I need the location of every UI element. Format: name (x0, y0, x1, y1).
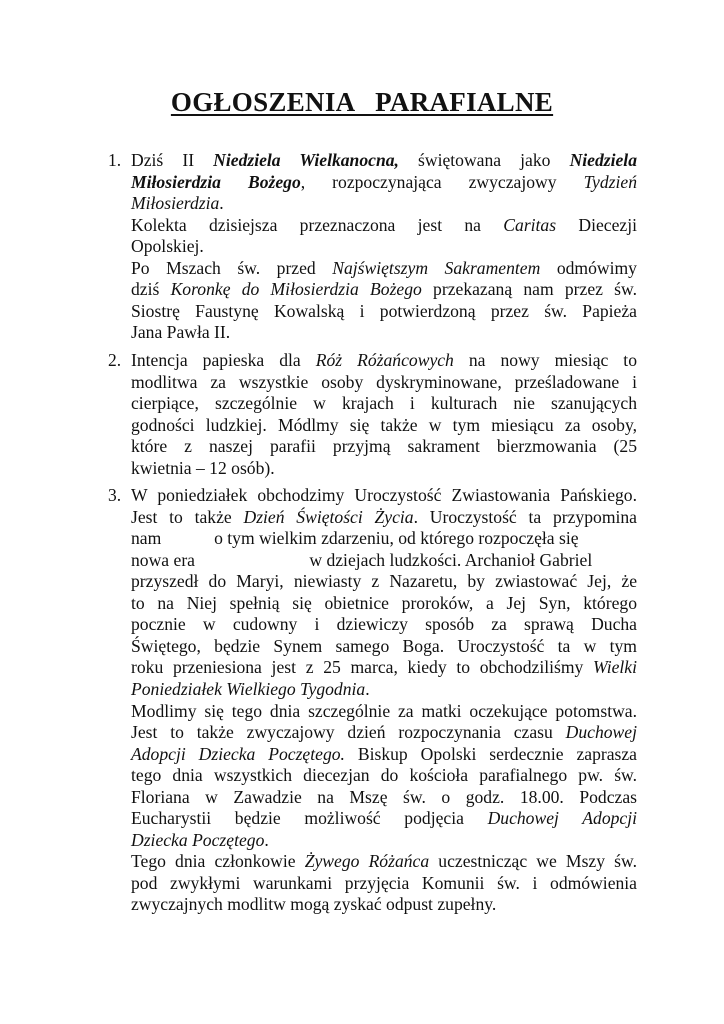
text-run: nam o tym wielkim zdarzeniu, od którego rozpoczęła się (131, 528, 579, 549)
text-line (131, 322, 637, 344)
text-line (131, 787, 637, 809)
text-line (131, 593, 637, 615)
text-run: . (219, 193, 224, 214)
text-line (131, 393, 637, 415)
text-run: Jest to także zwyczajowy dzień rozpoczynania czasu (131, 722, 566, 743)
text-run: które z naszej parafii przyjmą sakrament bierzmowania (25 (131, 436, 637, 457)
text-run: . (264, 829, 269, 850)
emphasized-text: Koronkę do Miłosierdzia Bożego (170, 279, 422, 300)
text-run: Siostrę Faustynę Kowalską i potwierdzoną przez św. Papieża (131, 300, 637, 321)
text-run: cierpiące, szczególnie w krajach i kulturach nie szanujących (131, 393, 637, 414)
emphasized-text: Niedziela (569, 150, 637, 170)
text-run: Opolskiej. (131, 236, 204, 257)
text-run: świętowana jako (398, 150, 570, 170)
text-line (131, 851, 637, 873)
text-run: pod zwykłymi warunkami przyjęcia Komunii św. i odmówienia (131, 872, 637, 893)
text-line (131, 894, 637, 916)
list-number: 3. (108, 485, 122, 505)
text-line (131, 236, 637, 258)
text-line (131, 436, 637, 458)
emphasized-text: Duchowej (565, 722, 637, 743)
text-line (131, 873, 637, 895)
page-title-text: OGŁOSZENIA PARAFIALNE (170, 87, 554, 117)
text-run: zwyczajnych modlitw mogą zyskać odpust zupełny. (131, 894, 497, 915)
emphasized-text: Miłosierdzia Bożego (131, 171, 301, 192)
emphasized-text: Dziecka Poczętego (131, 829, 265, 850)
text-run: kwietnia – 12 osób). (131, 457, 275, 478)
text-run: pocznie w cudowny i dziewiczy sposób za sprawą Ducha (131, 614, 637, 635)
text-run: na nowy miesiąc to (453, 350, 637, 370)
text-line (131, 279, 637, 301)
emphasized-text: Niedziela Wielkanocna, (213, 150, 399, 170)
text-run: nowa era w dziejach ludzkości. Archanioł Gabriel (131, 549, 593, 570)
emphasized-text: Wielki (593, 657, 637, 678)
emphasized-text: Żywego Różańca (304, 851, 430, 872)
text-line (131, 657, 637, 679)
text-line (131, 372, 637, 394)
text-line (131, 350, 637, 372)
text-run: . (365, 678, 370, 699)
text-run: Świętego, będzie Synem samego Boga. Uroczystość ta w tym (131, 635, 637, 656)
emphasized-text: Najświętszym Sakramentem (332, 257, 541, 278)
text-line (131, 744, 637, 766)
text-line (131, 507, 637, 529)
list-number: 2. (108, 350, 122, 370)
emphasized-text: Caritas (503, 214, 557, 235)
emphasized-text: Tydzień (583, 171, 637, 192)
text-run: Diecezji (556, 214, 637, 235)
page-title (0, 86, 724, 118)
text-line (131, 528, 637, 550)
text-run: . Uroczystość ta przypomina (413, 506, 637, 527)
emphasized-text: Dzień Świętości Życia (243, 506, 414, 527)
text-run: godności ludzkiej. Módlmy się także w tym miesiącu za osoby, (131, 414, 637, 435)
emphasized-text: Duchowej Adopcji (487, 808, 637, 829)
list-number: 1. (108, 150, 122, 170)
emphasized-text: Róż Różańcowych (315, 350, 454, 370)
text-run: Floriana w Zawadzie na Mszę św. o godz. 18.00. Podczas (131, 786, 637, 807)
text-line (131, 550, 637, 572)
text-run: , rozpoczynająca zwyczajowy (300, 171, 584, 192)
text-line (131, 485, 637, 507)
text-run: to na Niej spełnią się obietnice proroków, a Jej Syn, którego (131, 592, 637, 613)
text-run: Tego dnia członkowie (131, 851, 305, 872)
text-line (131, 701, 637, 723)
text-run: W poniedziałek obchodzimy Uroczystość Zwiastowania Pańskiego. (131, 485, 637, 505)
text-line (131, 722, 637, 744)
text-line (131, 458, 637, 480)
text-line (131, 614, 637, 636)
text-line (131, 571, 637, 593)
emphasized-text: Poniedziałek Wielkiego Tygodnia (131, 678, 366, 699)
text-run: Biskup Opolski serdecznie zaprasza (344, 743, 637, 764)
text-run: roku przeniesiona jest z 25 marca, kiedy to obchodziliśmy (131, 657, 594, 678)
text-line (131, 172, 637, 194)
text-run: tego dnia wszystkich diecezjan do kościoła parafialnego pw. św. (131, 765, 637, 786)
text-line (131, 150, 637, 172)
text-run: Po Mszach św. przed (131, 257, 333, 278)
text-run: Intencja papieska dla (131, 350, 316, 370)
text-line (131, 808, 637, 830)
text-run: modlitwa za wszystkie osoby dyskryminowane, prześladowane i (131, 371, 637, 392)
text-run: uczestnicząc we Mszy św. (429, 851, 637, 872)
text-run: przyszedł do Maryi, niewiasty z Nazaretu, by zwiastować Jej, że (131, 571, 637, 592)
text-run: Kolekta dzisiejsza przeznaczona jest na (131, 214, 504, 235)
text-line (131, 830, 637, 852)
text-run: Eucharystii będzie możliwość podjęcia (131, 808, 488, 829)
text-line (131, 258, 637, 280)
emphasized-text: Adopcji Dziecka Poczętego. (131, 743, 345, 764)
emphasized-text: Miłosierdzia (131, 193, 220, 214)
text-line (131, 636, 637, 658)
text-run: odmówimy (540, 257, 637, 278)
text-line (131, 765, 637, 787)
text-line (131, 193, 637, 215)
text-run: Modlimy się tego dnia szczególnie za matki oczekujące potomstwa. (131, 700, 637, 721)
text-line (131, 301, 637, 323)
text-line (131, 215, 637, 237)
text-run: Jest to także (131, 506, 244, 527)
text-run: Dziś II (131, 150, 214, 170)
text-run: Jana Pawła II. (131, 322, 231, 343)
text-line (131, 679, 637, 701)
text-run: dziś (131, 279, 171, 300)
text-line (131, 415, 637, 437)
text-run: przekazaną nam przez św. (421, 279, 637, 300)
